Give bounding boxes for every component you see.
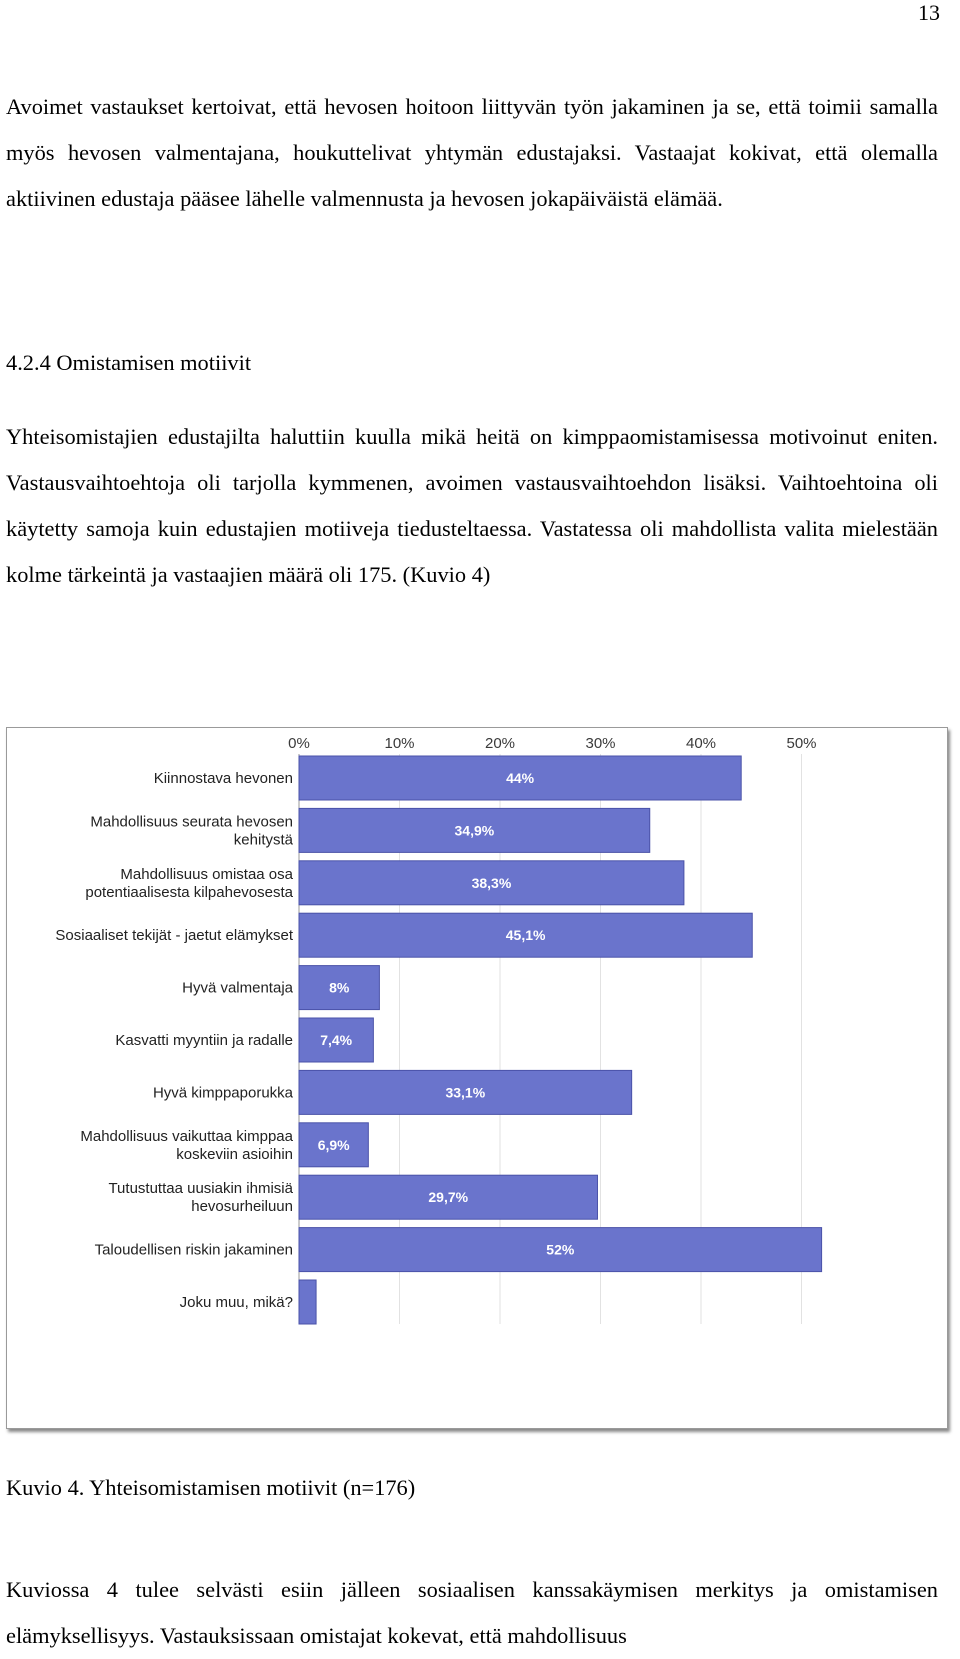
tick-label: 10% [384, 735, 415, 752]
section-heading: 4.2.4 Omistamisen motiivit [6, 350, 252, 375]
category-label: Kasvatti myyntiin ja radalle [115, 1032, 293, 1049]
chart-canvas [7, 728, 947, 1428]
category-label: Mahdollisuus vaikuttaa kimppaa [80, 1127, 293, 1145]
data-label: 44% [506, 770, 535, 786]
tick-label: 30% [585, 735, 616, 752]
category-label: Kiinnostava hevonen [153, 770, 293, 787]
figure-caption: Kuvio 4. Yhteisomistamisen motiivit (n=176) [6, 1475, 416, 1500]
category-label: Sosiaaliset tekijät - jaetut elämykset [55, 927, 293, 945]
tick-label: 40% [685, 735, 717, 752]
category-label: Tutustuttaa uusiakin ihmisiä [108, 1180, 293, 1198]
page-number: 13 [918, 0, 940, 25]
category-label: Hyvä valmentaja [182, 979, 293, 997]
data-label: 45,1% [505, 927, 546, 944]
tick-label: 20% [484, 735, 516, 752]
category-label: Mahdollisuus seurata hevosen [90, 813, 293, 831]
category-label: koskeviin asioihin [176, 1145, 293, 1163]
bar [299, 1280, 316, 1324]
paragraph-motives: Yhteisomistajien edustajilta haluttiin kuulla mikä heitä on kimppaomistamisessa motivoinut eniten. Vastausvaihtoehtoja oli tarjolla kymmenen, avoimen vastausvaihtoehdon lisäksi. Vaihtoehtoina oli käytetty samoja kuin edustajien motiiveja tiedusteltaessa. Vastatessa oli mahdollista valita mielestään kolme tärkeintä ja vastaajien määrä oli 175. (Kuvio 4) [6, 424, 938, 587]
motives-chart [6, 727, 948, 1429]
category-label: Hyvä kimppaporukka [152, 1084, 293, 1102]
paragraph-conclusion: Kuviossa 4 tulee selvästi esiin jälleen sosiaalisen kanssakäymisen merkitys ja omistamisen elämyksellisyys. Vastauksissaan omistajat kokevat, että mahdollisuus [6, 1577, 938, 1648]
data-label: 8% [329, 979, 350, 996]
data-label: 38,3% [471, 874, 512, 891]
paragraph-intro: Avoimet vastaukset kertoivat, että hevosen hoitoon liittyvän työn jakaminen ja se, että toimii samalla myös hevosen valmentajana, houkuttelivat yhtymän edustajaksi. Vastaajat kokivat, että olemalla aktiivinen edustaja pääsee lähelle valmennusta ja hevosen jokapäiväistä elämää. [6, 94, 938, 211]
tick-label: 0% [288, 735, 310, 752]
category-label: Joku muu, mikä? [179, 1294, 293, 1311]
category-label: kehitystä [233, 831, 293, 849]
data-label: 29,7% [428, 1189, 469, 1206]
category-label: hevosurheiluun [191, 1198, 293, 1216]
data-label: 52% [546, 1241, 575, 1258]
category-label: Mahdollisuus omistaa osa [120, 865, 293, 883]
data-label: 33,1% [445, 1084, 486, 1101]
category-label: potentiaalisesta kilpahevosesta [85, 883, 293, 901]
data-label: 7,4% [320, 1032, 353, 1048]
category-label: Taloudellisen riskin jakaminen [94, 1241, 293, 1259]
data-label: 34,9% [454, 822, 495, 839]
tick-label: 50% [786, 735, 817, 752]
data-label: 6,9% [317, 1136, 350, 1153]
